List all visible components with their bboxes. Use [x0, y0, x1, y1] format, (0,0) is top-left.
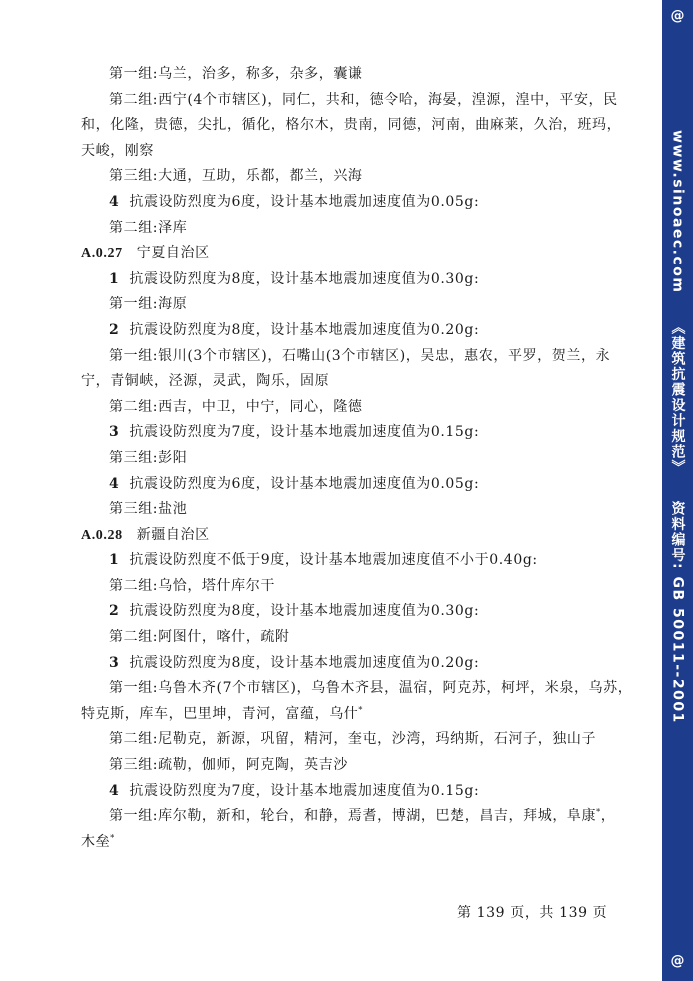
at-sign-icon: @: [670, 953, 685, 969]
text-line: [81, 164, 641, 190]
footnote-marker: *: [358, 705, 364, 715]
text-line: [81, 497, 641, 523]
text-line: [81, 830, 641, 856]
line-text: 木垒: [81, 833, 111, 850]
line-text: 第三组:盐池: [109, 501, 188, 518]
clause-number: 1: [109, 270, 120, 287]
line-text: 第三组:彭阳: [109, 449, 188, 466]
clause-number: 3: [109, 424, 120, 441]
clause-number: 3: [109, 654, 120, 671]
text-line: [81, 727, 641, 753]
line-text: 第二组:乌恰，塔什库尔干: [109, 577, 275, 594]
text-line: [81, 804, 641, 830]
text-line: [81, 344, 641, 370]
page-footer: 第 139 页，共 139 页: [457, 905, 608, 921]
line-text: 第二组:西宁(4个市辖区)，同仁，共和，德令哈，海晏，湟源，湟中，平安，民: [109, 91, 618, 108]
line-text: 第三组:大通，互助，乐都，都兰，兴海: [109, 168, 363, 185]
sidebar-text: [662, 130, 693, 830]
text-line: [81, 292, 641, 318]
clause-item: [81, 190, 641, 216]
at-sign-icon: @: [670, 8, 685, 24]
text-line: [81, 62, 641, 88]
clause-number: 4: [109, 782, 120, 799]
line-text: 宁夏自治区: [136, 245, 210, 262]
text-line: [81, 574, 641, 600]
line-text: 抗震设防烈度为6度，设计基本地震加速度值为0.05g:: [129, 193, 480, 210]
text-line: [81, 369, 641, 395]
text-line: [81, 139, 641, 165]
line-text: 宁，青铜峡，泾源，灵武，陶乐，固原: [81, 373, 330, 390]
clause-item: [81, 548, 641, 574]
line-text: 抗震设防烈度为8度，设计基本地震加速度值为0.30g:: [129, 270, 480, 287]
sidebar-website: www.sinoaec.com: [669, 130, 686, 294]
line-text: 抗震设防烈度为7度，设计基本地震加速度值为0.15g:: [129, 782, 480, 799]
section-heading: [81, 523, 641, 549]
line-text: 抗震设防烈度为7度，设计基本地震加速度值为0.15g:: [129, 424, 480, 441]
text-line: [81, 753, 641, 779]
line-text: 第一组:海原: [109, 296, 188, 313]
text-line: [81, 216, 641, 242]
line-text: 抗震设防烈度为8度，设计基本地震加速度值为0.30g:: [129, 603, 480, 620]
line-text: 第二组:尼勒克，新源，巩留，精河，奎屯，沙湾，玛纳斯，石河子，独山子: [109, 731, 597, 748]
text-line: [81, 88, 641, 114]
line-text-tail: ，: [600, 808, 616, 825]
line-text: 抗震设防烈度为8度，设计基本地震加速度值为0.20g:: [129, 654, 480, 671]
sidebar-title: 《建筑抗震设计规范》: [669, 319, 686, 475]
clause-number: 2: [109, 603, 120, 620]
clause-number: 2: [109, 321, 120, 338]
clause-number: 1: [109, 552, 120, 569]
clause-number: 4: [109, 193, 120, 210]
line-text: 天峻，刚察: [81, 142, 154, 159]
sidebar-banner: [662, 0, 693, 981]
clause-number: 4: [109, 475, 120, 492]
text-line: [81, 625, 641, 651]
sidebar-doc-number: 资料编号: GB 50011--2001: [669, 500, 686, 724]
clause-item: [81, 472, 641, 498]
line-text: 特克斯，库车，巴里坤，青河，富蕴，乌什: [81, 705, 359, 722]
line-text: 第二组:泽库: [109, 219, 188, 236]
section-number: A.0.28: [81, 527, 123, 543]
line-text: 第一组:乌兰，治多，称多，杂多，囊谦: [109, 66, 363, 82]
clause-item: [81, 420, 641, 446]
document-body: [81, 62, 641, 855]
line-text: 第三组:疏勒，伽师，阿克陶，英吉沙: [109, 757, 348, 774]
line-text: 第一组:银川(3个市辖区)，石嘴山(3个市辖区)，吴忠，惠农，平罗，贺兰，永: [109, 347, 611, 364]
line-text: 第二组:西吉，中卫，中宁，同心，隆德: [109, 398, 363, 415]
section-number: A.0.27: [81, 246, 123, 262]
line-text: 新疆自治区: [136, 526, 210, 543]
section-heading: [81, 241, 641, 267]
line-text: 抗震设防烈度不低于9度，设计基本地震加速度值不小于0.40g:: [129, 552, 538, 569]
line-text: 第一组:乌鲁木齐(7个市辖区)，乌鲁木齐县，温宿，阿克苏，柯坪，米泉，乌苏，: [109, 680, 633, 697]
clause-item: [81, 779, 641, 805]
clause-item: [81, 318, 641, 344]
footnote-marker: *: [596, 807, 601, 817]
line-text: 第一组:库尔勒，新和，轮台，和静，焉耆，博湖，巴楚，昌吉，拜城，阜康: [109, 808, 597, 825]
line-text: 第二组:阿图什，喀什，疏附: [109, 629, 290, 646]
clause-item: [81, 651, 641, 677]
text-line: [81, 702, 641, 728]
text-line: [81, 395, 641, 421]
line-text: 抗震设防烈度为6度，设计基本地震加速度值为0.05g:: [129, 475, 480, 492]
clause-item: [81, 599, 641, 625]
clause-item: [81, 267, 641, 293]
line-text: 和，化隆，贵德，尖扎，循化，格尔木，贵南，同德，河南，曲麻莱，久治，班玛，: [81, 117, 622, 134]
line-text: 抗震设防烈度为8度，设计基本地震加速度值为0.20g:: [129, 321, 480, 338]
footnote-marker: *: [110, 833, 115, 843]
text-line: [81, 676, 641, 702]
text-line: [81, 446, 641, 472]
text-line: [81, 113, 641, 139]
